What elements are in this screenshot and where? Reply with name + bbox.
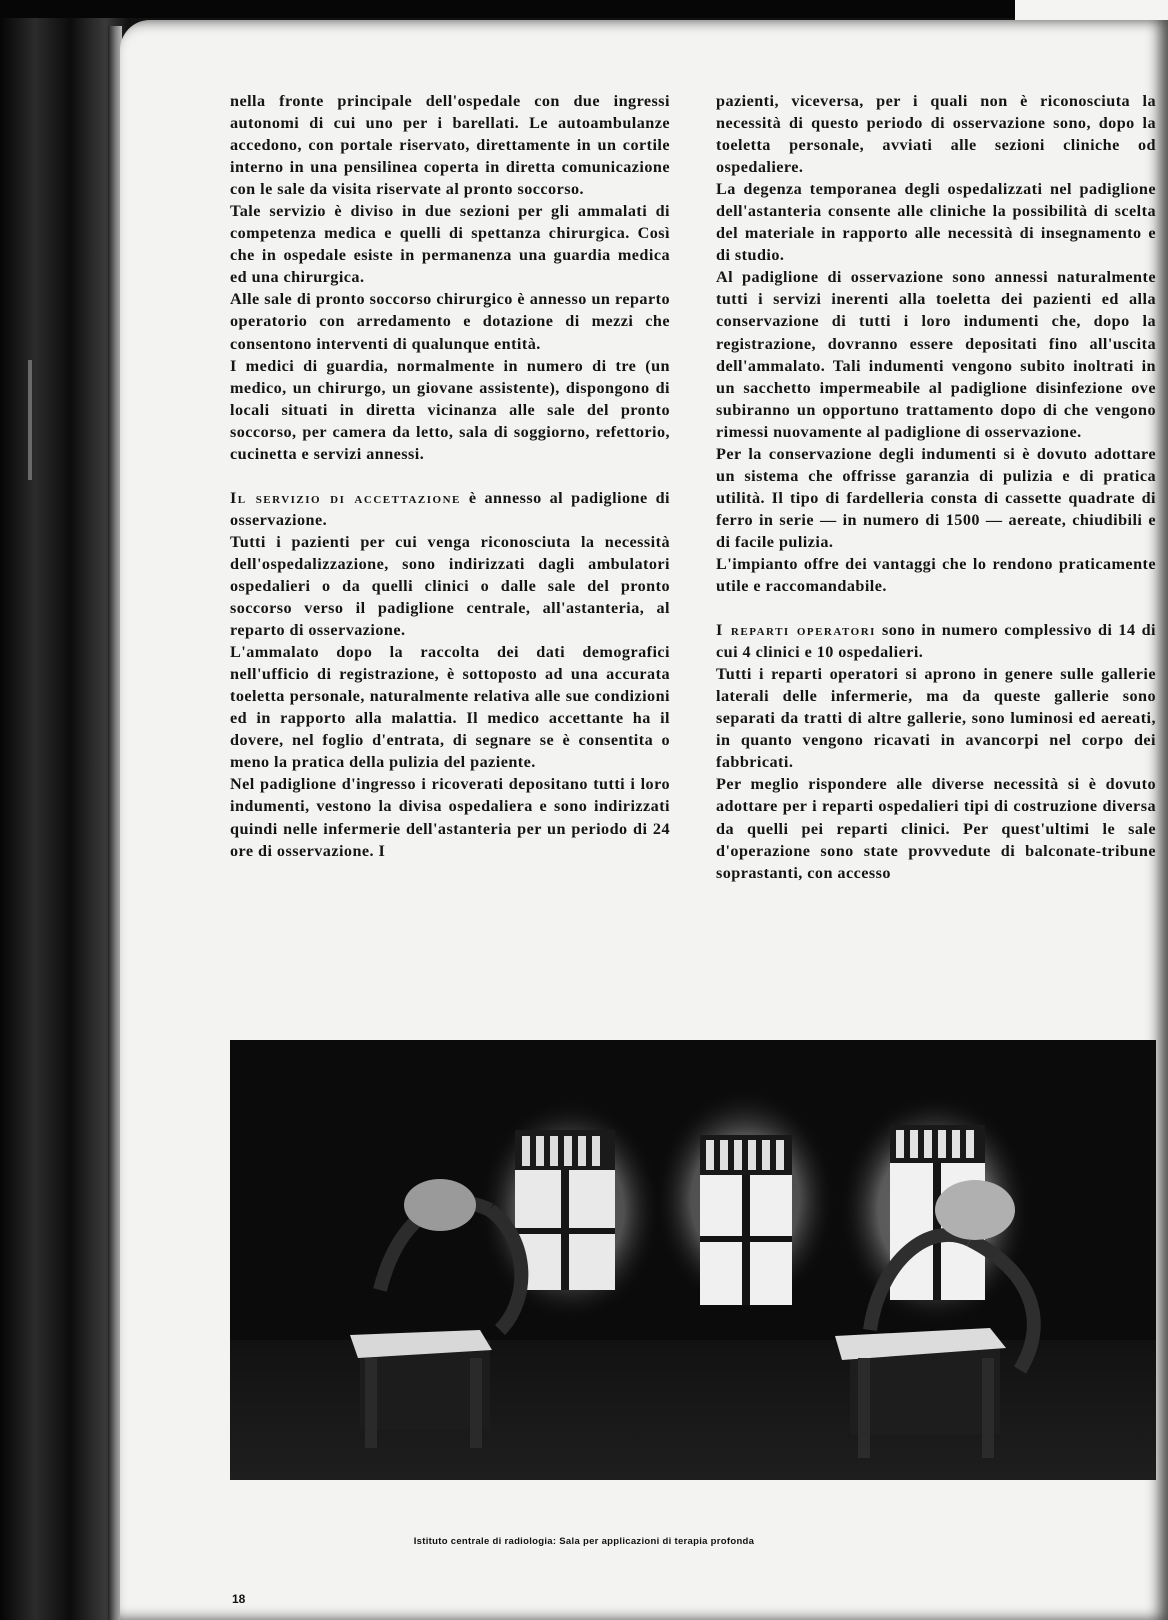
photo-caption: Istituto centrale di radiologia: Sala per applicazioni di terapia profonda bbox=[413, 1536, 755, 1547]
photo-illustration bbox=[230, 1040, 1156, 1480]
spacer bbox=[230, 465, 670, 487]
section-paragraph bbox=[716, 619, 1156, 663]
section-heading: I reparti operatori bbox=[716, 621, 876, 640]
paragraph: pazienti, viceversa, per i quali non è riconosciuta la necessità di questo periodo di osservazione sono, dopo la toeletta personale, avviati alle sezioni cliniche od ospedaliere. bbox=[716, 92, 1156, 177]
scan-crease bbox=[28, 360, 32, 480]
paragraph: Tutti i reparti operatori si aprono in genere sulle gallerie laterali delle infermerie, ma da queste gallerie sono separati da tratti di altre gallerie, sono luminosi ed aereati, in quanto vengono ricavati in avancorpi nel corpo dei fabbricati. bbox=[716, 665, 1156, 772]
section-heading: Il servizio di accettazione bbox=[230, 488, 461, 507]
window-left bbox=[480, 1100, 660, 1320]
paragraph: nella fronte principale dell'ospedale con due ingressi autonomi di cui uno per i barellati. Le autoambulanze accedono, con portale riservato, direttamente in un cortile interno in una pensilinea coperta in diretta comunicazione con le sale da visita riservate al pronto soccorso. bbox=[230, 92, 670, 199]
paragraph: I medici di guardia, normalmente in numero di tre (un medico, un chirurgo, un giovane assistente), dispongono di locali situati in diretta vicinanza alle sale del pronto soccorso, per camera da letto, sala di soggiorno, refettorio, cucinetta e servizi annessi. bbox=[230, 356, 670, 463]
section-heading-rest: sono in numero complessivo di 14 di cui 4 clinici e 10 ospedalieri. bbox=[716, 621, 1156, 662]
scan-top-border bbox=[0, 0, 1015, 18]
radiology-room-photo bbox=[230, 1040, 1156, 1480]
paragraph: Alle sale di pronto soccorso chirurgico è annesso un reparto operatorio con arredamento e dotazione di mezzi che consentono interventi di qualunque entità. bbox=[230, 290, 670, 353]
paragraph: Per meglio rispondere alle diverse necessità si è dovuto adottare per i reparti ospedalieri tipi di costruzione diversa da quelli pei reparti clinici. Per quest'ultimi le sale d'operazione sono state provvedute di balconate-tribune soprastanti, con accesso bbox=[716, 775, 1156, 882]
paragraph: L'impianto offre dei vantaggi che lo rendono praticamente utile e raccomandabile. bbox=[716, 554, 1156, 596]
paragraph: Nel padiglione d'ingresso i ricoverati depositano tutti i loro indumenti, vestono la divisa ospedaliera e sono indirizzati quindi nelle infermerie dell'astanteria per un periodo di 24 ore di osservazione. I bbox=[230, 775, 670, 860]
paragraph: La degenza temporanea degli ospedalizzati nel padiglione dell'astanteria consente alle cliniche la possibilità di scelta del materiale in rapporto alle necessità di insegnamento e di studio. bbox=[716, 180, 1156, 265]
left-text-column bbox=[230, 90, 670, 862]
xray-tube-right bbox=[935, 1180, 1015, 1240]
paragraph: Tale servizio è diviso in due sezioni per gli ammalati di competenza medica e quelli di spettanza chirurgica. Così che in ospedale esiste in permanenza una guardia medica ed una chirurgica. bbox=[230, 202, 670, 287]
right-text-column bbox=[716, 90, 1156, 884]
page-number: 18 bbox=[232, 1592, 246, 1606]
section-heading-rest: è annesso al padiglione di osservazione. bbox=[230, 488, 670, 529]
spacer bbox=[716, 597, 1156, 619]
window-middle bbox=[655, 1090, 835, 1310]
paragraph: Tutti i pazienti per cui venga riconosciuta la necessità dell'ospedalizzazione, sono indirizzati dagli ambulatori ospedalieri o da quelli clinici o dalle sale del pronto soccorso verso il padiglione centrale, all'astanteria, al reparto di osservazione. bbox=[230, 532, 670, 640]
paragraph: L'ammalato dopo la raccolta dei dati demografici nell'ufficio di registrazione, è sottoposto ad una accurata toeletta personale, naturalmente relativa alle sue condizioni ed in rapporto alla malattia. Il medico accettante ha il dovere, nel foglio d'entrata, di segnare se è consentita o meno la pratica della pulizia del paziente. bbox=[230, 643, 670, 772]
xray-tube-left bbox=[404, 1179, 476, 1231]
paragraph: Per la conservazione degli indumenti si è dovuto adottare un sistema che offrisse garanzia di pulizia e di pratica utilità. Il tipo di fardelleria consta di cassette quadrate di ferro in serie — in numero di 1500 — aereate, chiudibili e di facile pulizia. bbox=[716, 444, 1156, 551]
paragraph: Al padiglione di osservazione sono annessi naturalmente tutti i servizi inerenti alla toeletta dei pazienti ed alla conservazione di tutti i loro indumenti che, dopo la registrazione, dovranno essere depositati fino all'uscita dell'ammalato. Tali indumenti vengono subito inoltrati in un sacchetto impermeabile al padiglione disinfezione ove subiranno un opportuno trattamento dopo di che vengono rimessi nuovamente al padiglione di osservazione. bbox=[716, 268, 1156, 441]
section-paragraph bbox=[230, 487, 670, 531]
